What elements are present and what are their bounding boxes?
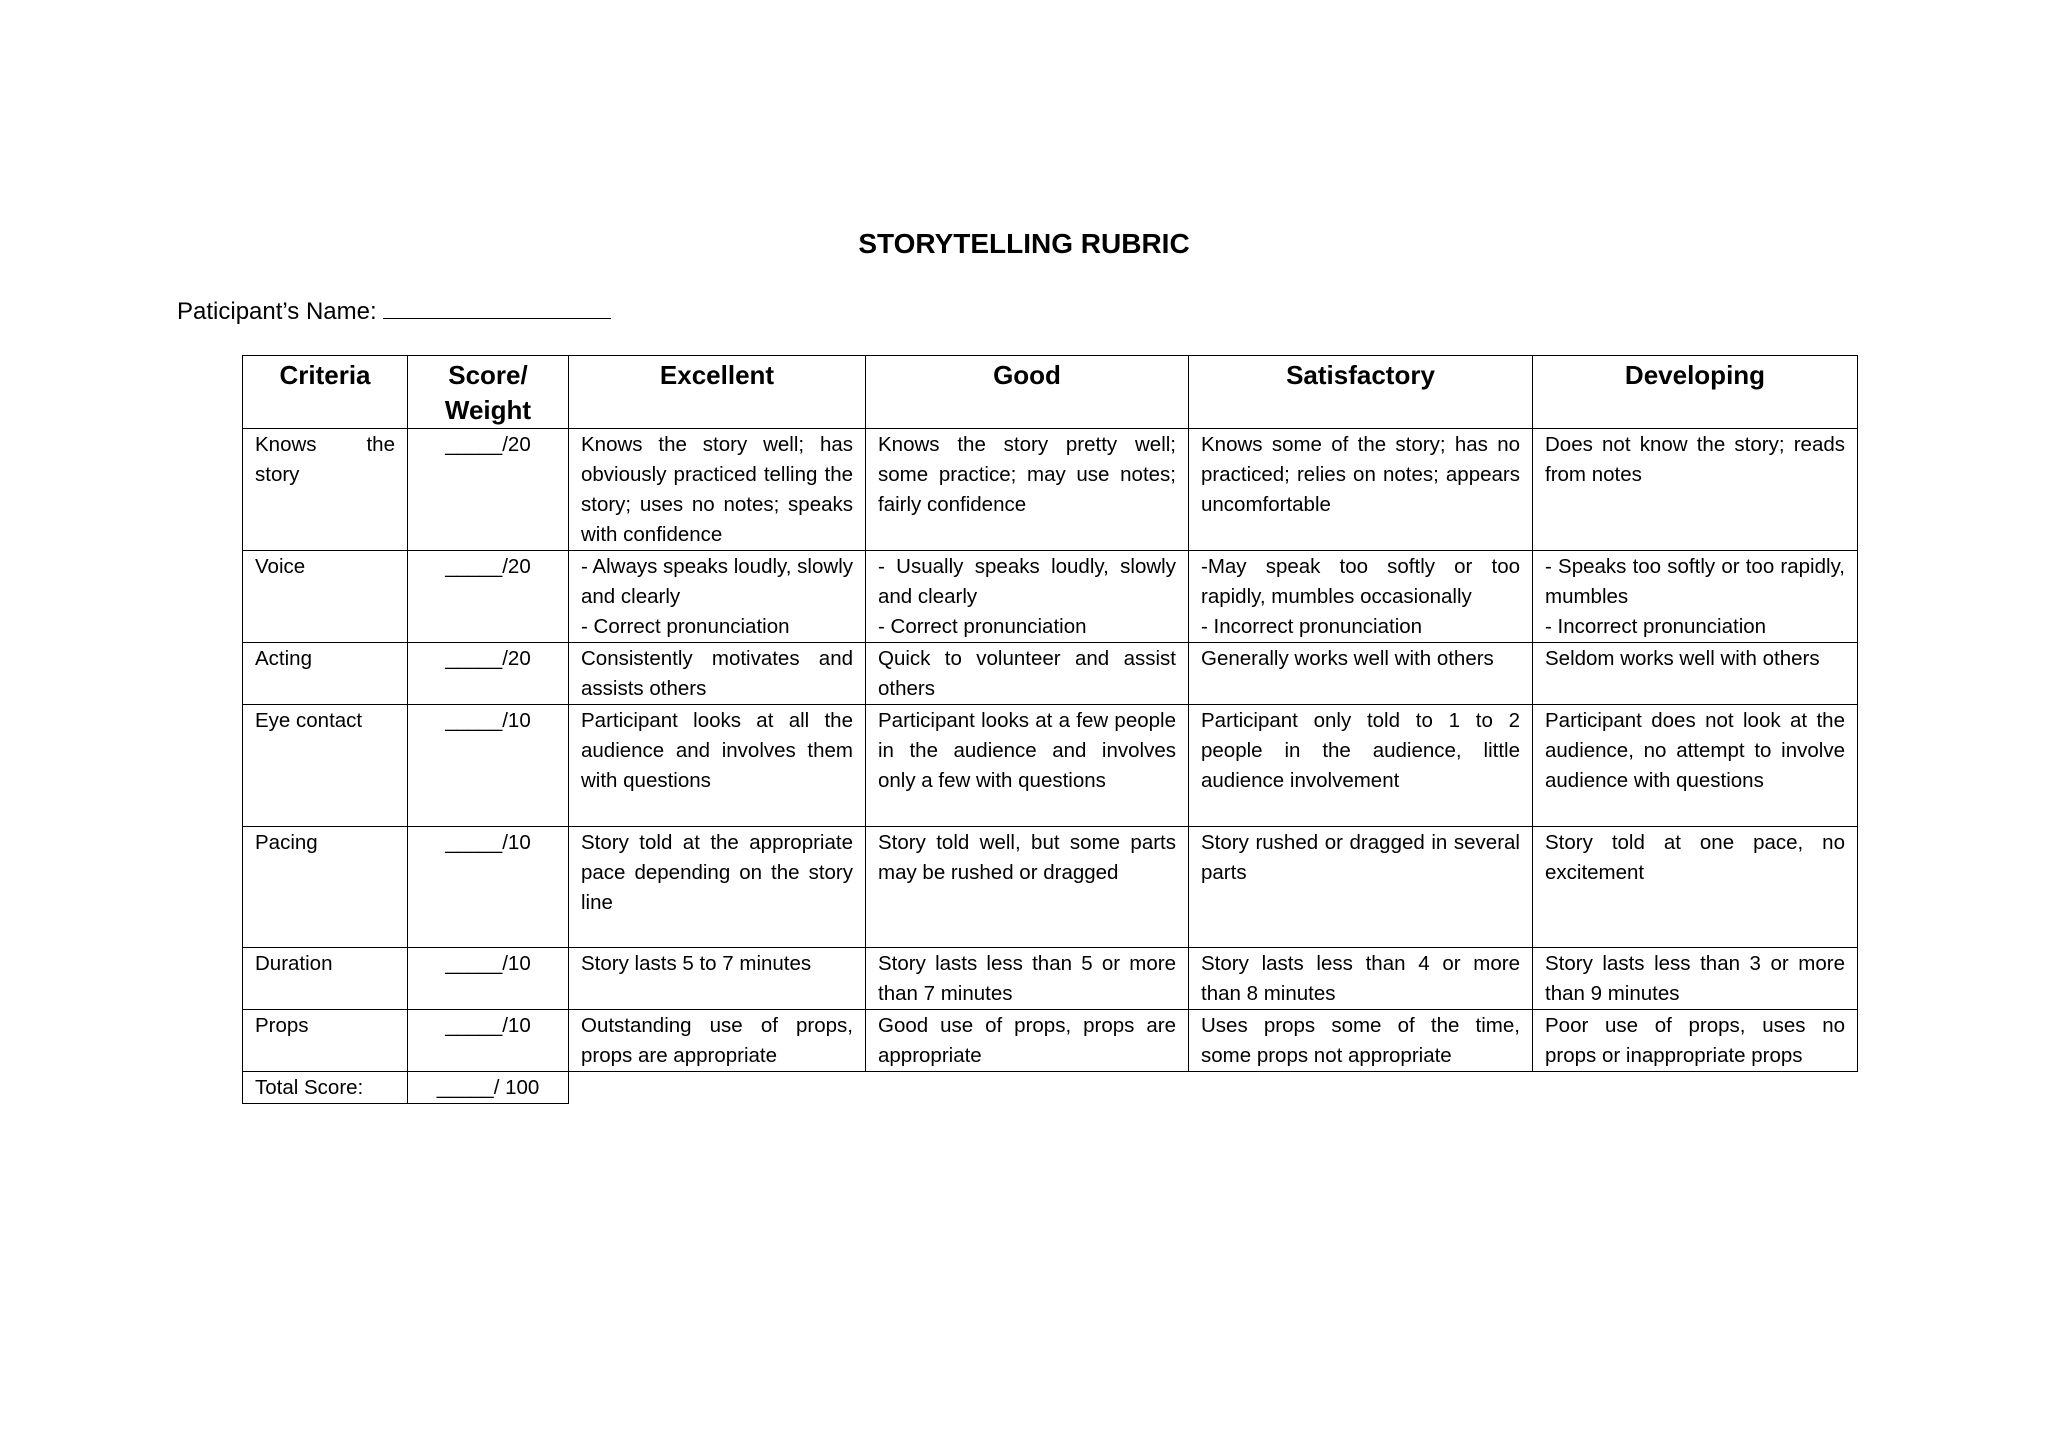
row-satisfactory: Knows some of the story; has no practiced; relies on notes; appears uncomfortable <box>1189 429 1533 551</box>
table-row <box>243 1010 1858 1072</box>
table-row <box>243 643 1858 705</box>
total-row-spacer <box>1189 1072 1533 1104</box>
row-excellent: - Always speaks loudly, slowly and clearly - Correct pronunciation <box>569 551 866 643</box>
row-satisfactory: Generally works well with others <box>1189 643 1533 705</box>
row-excellent: Consistently motivates and assists others <box>569 643 866 705</box>
header-criteria: Criteria <box>243 356 408 429</box>
table-row <box>243 948 1858 1010</box>
row-score: _____/10 <box>408 705 569 827</box>
row-score: _____/10 <box>408 827 569 948</box>
row-developing: Participant does not look at the audience, no attempt to involve audience with questions <box>1533 705 1858 827</box>
row-criteria: Eye contact <box>243 705 408 827</box>
row-score: _____/10 <box>408 1010 569 1072</box>
total-score-label: Total Score: <box>243 1072 408 1104</box>
row-developing: Story told at one pace, no excitement <box>1533 827 1858 948</box>
row-satisfactory: Uses props some of the time, some props not appropriate <box>1189 1010 1533 1072</box>
row-satisfactory: Story lasts less than 4 or more than 8 minutes <box>1189 948 1533 1010</box>
row-excellent: Participant looks at all the audience and involves them with questions <box>569 705 866 827</box>
row-excellent: Knows the story well; has obviously practiced telling the story; uses no notes; speaks with confidence <box>569 429 866 551</box>
table-row <box>243 827 1858 948</box>
row-developing: Story lasts less than 3 or more than 9 minutes <box>1533 948 1858 1010</box>
row-good: Good use of props, props are appropriate <box>866 1010 1189 1072</box>
row-satisfactory: Participant only told to 1 to 2 people in the audience, little audience involvement <box>1189 705 1533 827</box>
row-good: - Usually speaks loudly, slowly and clearly - Correct pronunciation <box>866 551 1189 643</box>
row-good: Participant looks at a few people in the audience and involves only a few with questions <box>866 705 1189 827</box>
total-row <box>243 1072 1858 1104</box>
header-developing: Developing <box>1533 356 1858 429</box>
header-row <box>243 356 1858 429</box>
row-good: Story told well, but some parts may be rushed or dragged <box>866 827 1189 948</box>
row-developing: - Speaks too softly or too rapidly, mumbles - Incorrect pronunciation <box>1533 551 1858 643</box>
total-row-spacer <box>1533 1072 1858 1104</box>
participant-name-label: Paticipant’s Name: <box>177 298 377 325</box>
header-excellent: Excellent <box>569 356 866 429</box>
row-criteria: Props <box>243 1010 408 1072</box>
participant-name-line <box>177 292 611 329</box>
row-criteria: Duration <box>243 948 408 1010</box>
row-satisfactory: Story rushed or dragged in several parts <box>1189 827 1533 948</box>
row-criteria: Knows the story <box>243 429 408 551</box>
row-good: Knows the story pretty well; some practice; may use notes; fairly confidence <box>866 429 1189 551</box>
row-score: _____/20 <box>408 429 569 551</box>
header-satisfactory: Satisfactory <box>1189 356 1533 429</box>
row-good: Quick to volunteer and assist others <box>866 643 1189 705</box>
participant-name-blank[interactable] <box>383 292 611 319</box>
row-satisfactory: -May speak too softly or too rapidly, mumbles occasionally - Incorrect pronunciation <box>1189 551 1533 643</box>
row-criteria: Pacing <box>243 827 408 948</box>
table-row <box>243 705 1858 827</box>
total-row-spacer <box>866 1072 1189 1104</box>
row-excellent: Story lasts 5 to 7 minutes <box>569 948 866 1010</box>
row-developing: Seldom works well with others <box>1533 643 1858 705</box>
row-excellent: Story told at the appropriate pace depending on the story line <box>569 827 866 948</box>
row-good: Story lasts less than 5 or more than 7 minutes <box>866 948 1189 1010</box>
row-excellent: Outstanding use of props, props are appropriate <box>569 1010 866 1072</box>
row-score: _____/20 <box>408 643 569 705</box>
row-criteria: Acting <box>243 643 408 705</box>
row-developing: Poor use of props, uses no props or inappropriate props <box>1533 1010 1858 1072</box>
row-score: _____/10 <box>408 948 569 1010</box>
rubric-table <box>242 355 1858 1104</box>
document-title: STORYTELLING RUBRIC <box>858 228 1190 259</box>
row-score: _____/20 <box>408 551 569 643</box>
header-good: Good <box>866 356 1189 429</box>
table-row <box>243 429 1858 551</box>
total-row-spacer <box>569 1072 866 1104</box>
row-developing: Does not know the story; reads from notes <box>1533 429 1858 551</box>
header-score-weight: Score/ Weight <box>408 356 569 429</box>
row-criteria: Voice <box>243 551 408 643</box>
total-score-value: _____/ 100 <box>408 1072 569 1104</box>
table-row <box>243 551 1858 643</box>
